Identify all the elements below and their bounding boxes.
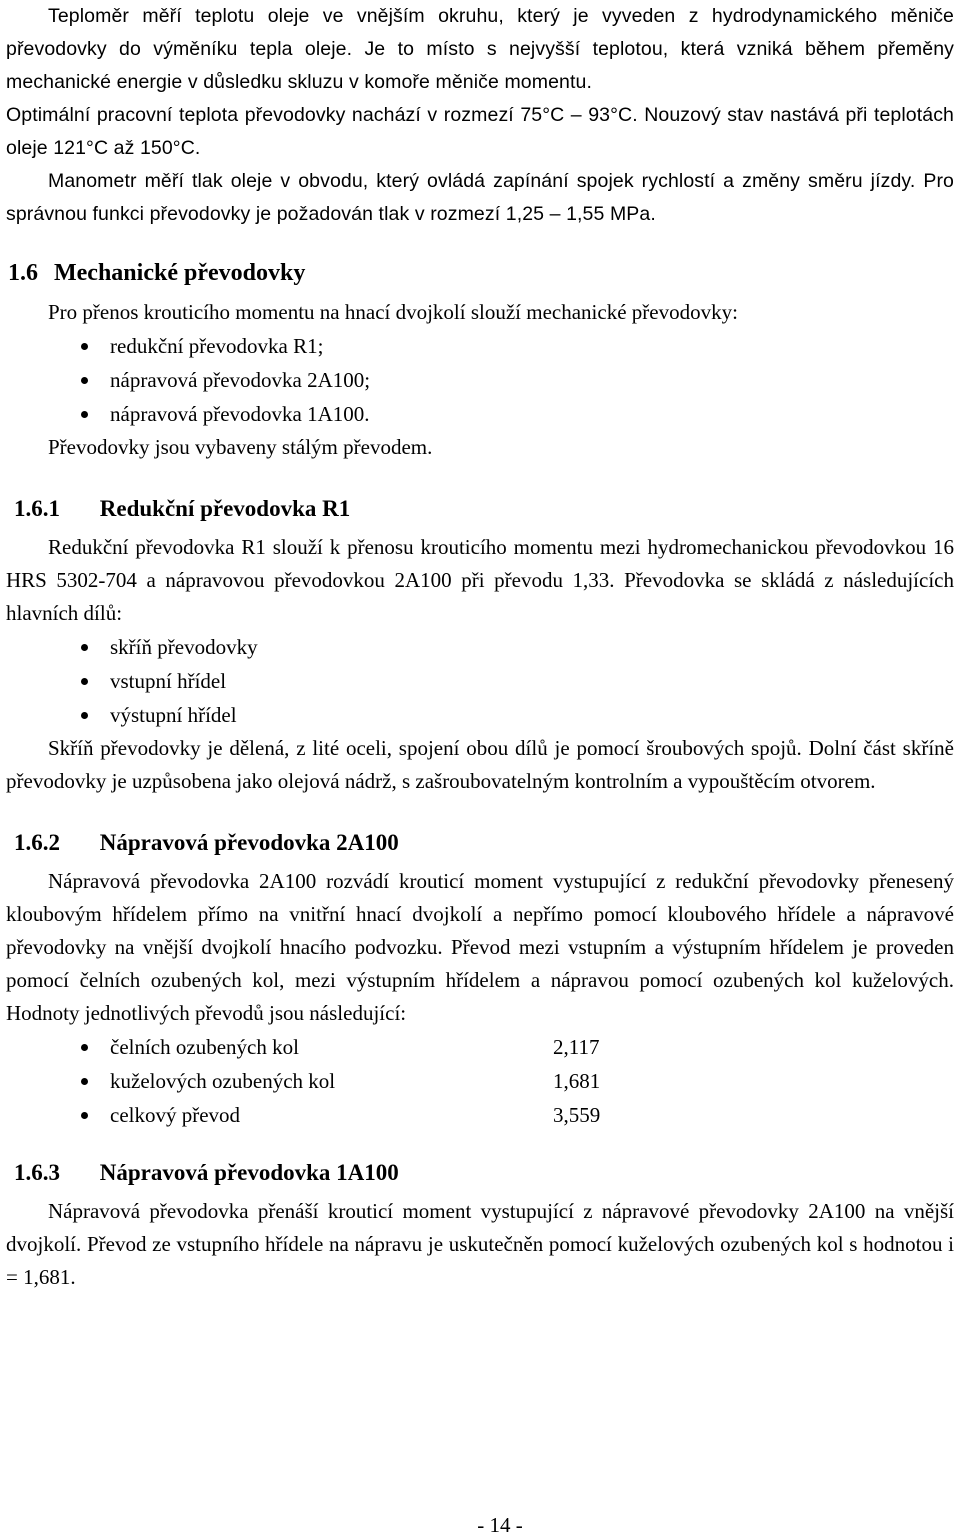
paragraph-2a100-description: Nápravová převodovka 2A100 rozvádí krouticí moment vystupující z redukční převodovky přenesený kloubovým hřídelem přímo na vnitřní hnací dvojkolí a nepřímo pomocí kloubového hřídele a nápravové převodovky na vnější dvojkolí hnacího podvozku. Převod mezi vstupním a výstupním hřídelem je proveden pomocí čelních ozubených kol, mezi výstupním hřídelem a nápravou pomocí ozubených kol kuželových. Hodnoty jednotlivých převodů jsou následující: — [6, 869, 954, 1025]
ratio-name: čelních ozubených kol — [110, 1035, 299, 1059]
list-item-text: výstupní hřídel — [110, 703, 237, 727]
list-item — [6, 329, 954, 363]
list-item — [6, 698, 954, 732]
ratio-name: celkový převod — [110, 1103, 241, 1127]
section-1-6-1 — [6, 492, 954, 798]
bullet-icon — [81, 343, 88, 350]
paragraph-temperature-range: Optimální pracovní teplota převodovky nachází v rozmezí 75°C – 93°C. Nouzový stav nastává při teplotách oleje 121°C až 150°C. — [6, 104, 954, 159]
bullet-icon — [81, 644, 88, 651]
list-item-text: skříň převodovky — [110, 635, 258, 659]
paragraph-1a100-description: Nápravová převodovka přenáší krouticí moment vystupující z nápravové převodovky 2A100 na vnější dvojkolí. Převod ze vstupního hřídele na nápravu je uskutečněn pomocí kuželových ozubených kol s hodnotou i = 1,681. — [6, 1199, 954, 1289]
page-number: - 14 - — [477, 1513, 523, 1537]
list-item — [6, 363, 954, 397]
ratio-value: 2,117 — [553, 1035, 600, 1059]
list-item — [6, 664, 954, 698]
subsection-title: Nápravová převodovka 1A100 — [99, 1160, 399, 1185]
intro-section — [6, 0, 954, 231]
list-item-text: nápravová převodovka 2A100; — [110, 368, 371, 392]
ratio-item — [6, 1030, 954, 1064]
section-heading — [6, 257, 954, 290]
paragraph-manometer: Manometr měří tlak oleje v obvodu, který ovládá zapínání spojek rychlostí a změny směru jízdy. Pro správnou funkci převodovky je požadován tlak v rozmezí 1,25 – 1,55 MPa. — [6, 170, 954, 225]
ratio-value: 1,681 — [553, 1069, 601, 1093]
list-item — [6, 630, 954, 664]
list-item — [6, 397, 954, 431]
ratio-value: 3,559 — [553, 1103, 601, 1127]
ratio-name: kuželových ozubených kol — [110, 1069, 336, 1093]
section-1-6-3 — [6, 1156, 954, 1294]
ratio-list — [6, 1030, 954, 1132]
bullet-icon — [81, 1078, 88, 1085]
page-footer — [0, 1510, 960, 1540]
r1-parts-list — [6, 630, 954, 732]
subsection-heading — [6, 1156, 954, 1189]
subsection-title: Nápravová převodovka 2A100 — [99, 830, 399, 855]
ratio-item — [6, 1064, 954, 1098]
subsection-number: 1.6.1 — [14, 496, 60, 521]
section-number: 1.6 — [8, 260, 38, 286]
ratio-item — [6, 1098, 954, 1132]
list-item-text: redukční převodovka R1; — [110, 334, 324, 358]
subsection-title: Redukční převodovka R1 — [99, 496, 351, 521]
bullet-icon — [81, 1044, 88, 1051]
bullet-icon — [81, 377, 88, 384]
subsection-heading — [6, 492, 954, 525]
bullet-icon — [81, 678, 88, 685]
list-item-text: vstupní hřídel — [110, 669, 227, 693]
section-1-6-2 — [6, 826, 954, 1156]
bullet-icon — [81, 1112, 88, 1119]
paragraph-r1-housing: Skříň převodovky je dělená, z lité oceli, spojení obou dílů je pomocí šroubových spojů. Dolní část skříně převodovky je uzpůsobena jako olejová nádrž, s zašroubovatelným kontrolním a vypouštěcím otvorem. — [6, 736, 954, 793]
section-title: Mechanické převodovky — [54, 260, 306, 286]
bullet-icon — [81, 712, 88, 719]
paragraph-thermometer: Teploměr měří teplotu oleje ve vnějším okruhu, který je vyveden z hydrodynamického měniče převodovky do výměníku tepla oleje. Je to místo s nejvyšší teplotou, která vzniká během přeměny mechanické energie v důsledku skluzu v komoře měniče momentu. — [6, 5, 954, 93]
paragraph-r1-description: Redukční převodovka R1 slouží k přenosu krouticího momentu mezi hydromechanickou převodovkou 16 HRS 5302-704 a nápravovou převodovkou 2A100 při převodu 1,33. Převodovka se skládá z následujících hlavních dílů: — [6, 535, 954, 625]
list-item-text: nápravová převodovka 1A100. — [110, 402, 370, 426]
section-lead: Pro přenos krouticího momentu na hnací dvojkolí slouží mechanické převodovky: — [48, 300, 738, 324]
subsection-heading — [6, 826, 954, 859]
section-closing: Převodovky jsou vybaveny stálým převodem. — [48, 435, 433, 459]
gearbox-list — [6, 329, 954, 431]
subsection-number: 1.6.2 — [14, 830, 60, 855]
section-1-6 — [6, 257, 954, 464]
bullet-icon — [81, 411, 88, 418]
subsection-number: 1.6.3 — [14, 1160, 60, 1185]
document-page — [6, 0, 954, 1294]
